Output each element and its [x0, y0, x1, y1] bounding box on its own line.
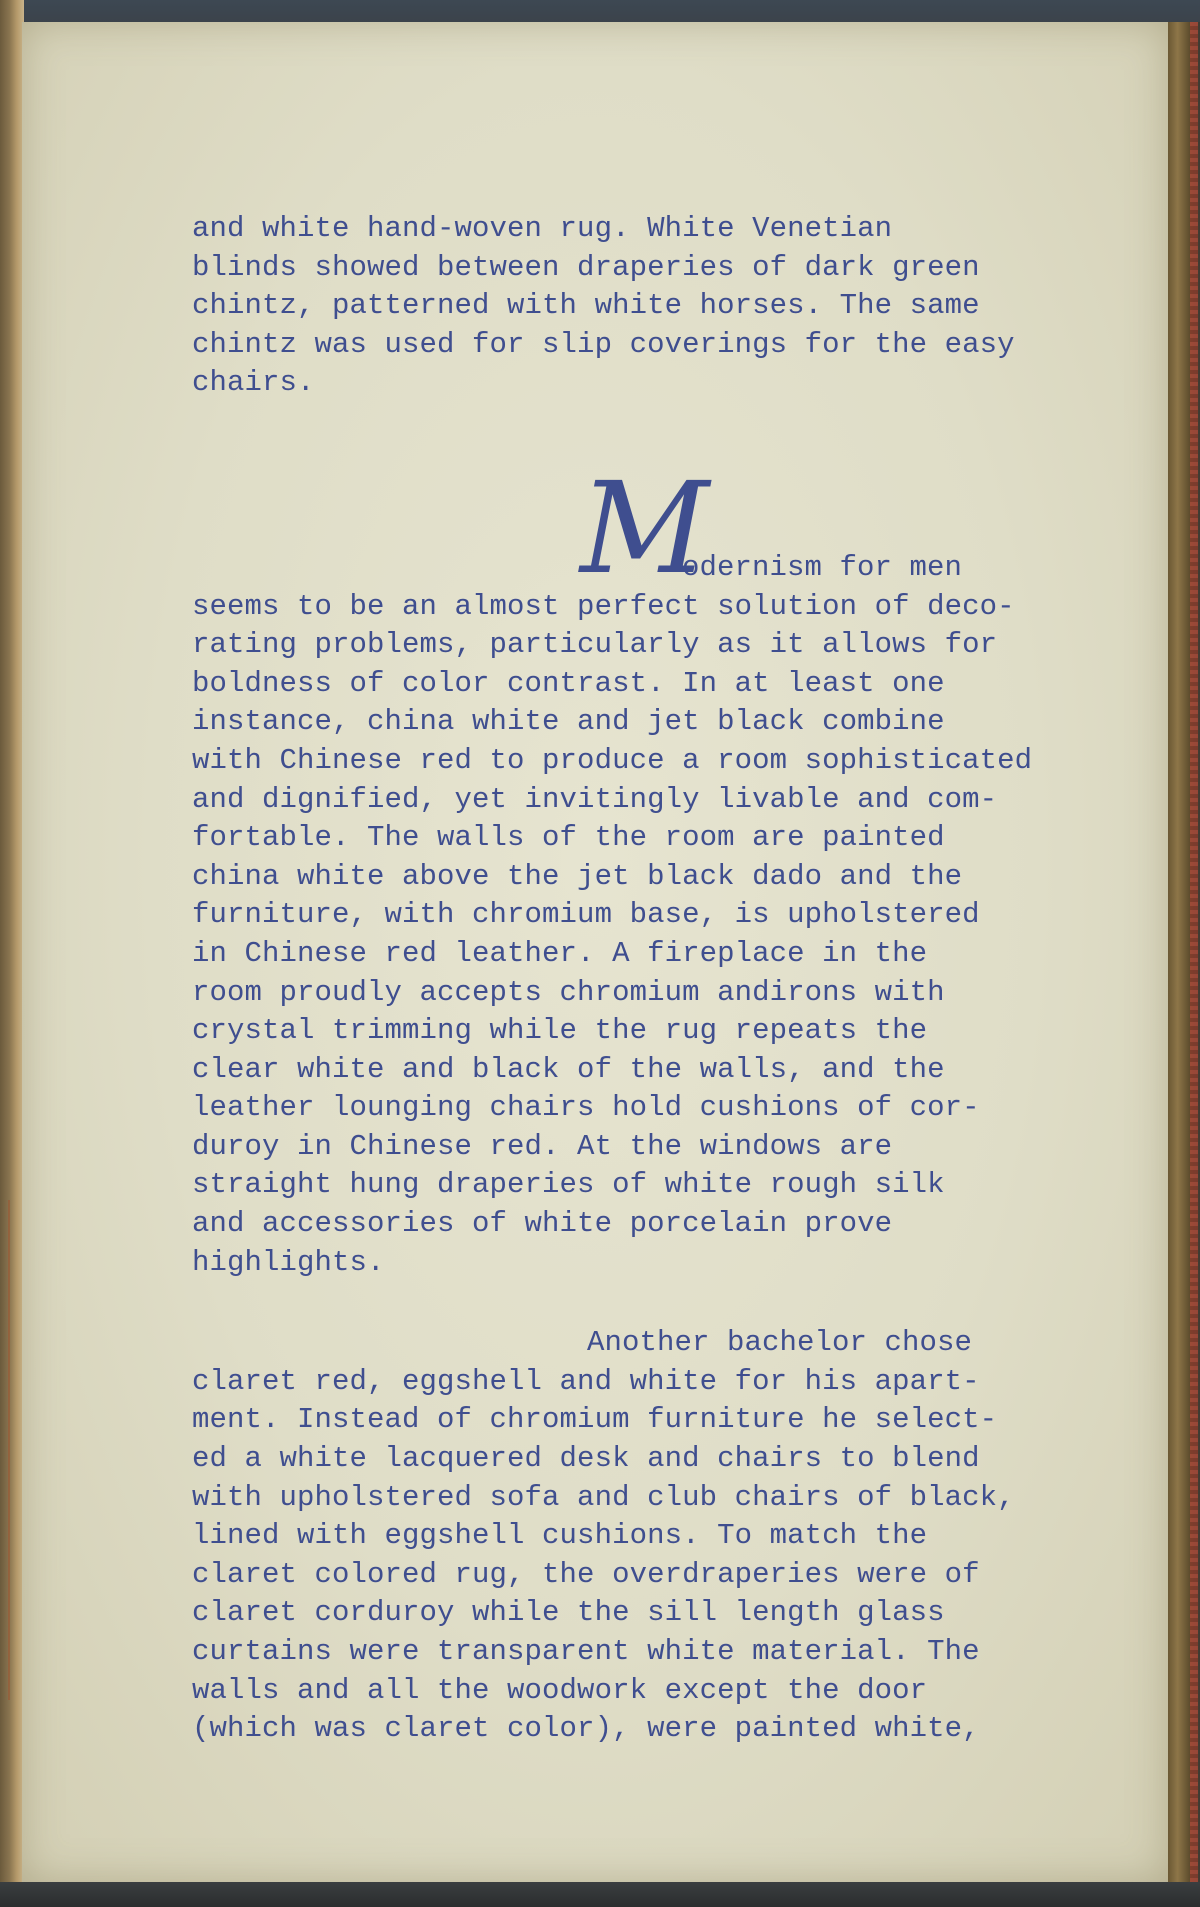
- text-line: ed a white lacquered desk and chairs to blend: [192, 1442, 980, 1476]
- text-line-with-dropcap: [192, 454, 1112, 602]
- paragraph-3: [192, 1324, 1112, 1749]
- text-line-indented: Another bachelor chose: [587, 1326, 973, 1360]
- text-line: (which was claret color), were painted white,: [192, 1712, 980, 1746]
- text-line: rating problems, particularly as it allows for: [192, 628, 998, 662]
- text-line: blinds showed between draperies of dark green: [192, 250, 980, 284]
- text-line: and white hand-woven rug. White Venetian: [192, 212, 893, 245]
- text-line: walls and all the woodwork except the door: [192, 1673, 928, 1707]
- dropcap-letter: M: [580, 454, 710, 602]
- text-line: highlights.: [192, 1245, 385, 1279]
- text-line: seems to be an almost perfect solution of deco-: [192, 589, 1015, 623]
- text-line: lined with eggshell cushions. To match the: [192, 1519, 928, 1553]
- book-bottom-edge: [0, 1882, 1200, 1907]
- text-line: ment. Instead of chromium furniture he select-: [192, 1403, 998, 1437]
- text-line: with Chinese red to produce a room sophisticated: [192, 743, 1033, 777]
- text-line: claret corduroy while the sill length glass: [192, 1596, 945, 1630]
- text-line: boldness of color contrast. In at least one: [192, 666, 945, 700]
- text-line: furniture, with chromium base, is upholstered: [192, 898, 980, 932]
- text-line: china white above the jet black dado and the: [192, 859, 963, 893]
- text-line: in Chinese red leather. A fireplace in the: [192, 936, 928, 970]
- paragraph-spacer: [192, 1282, 1112, 1324]
- text-line: chintz, patterned with white horses. The same: [192, 289, 980, 323]
- text-line: duroy in Chinese red. At the windows are: [192, 1129, 893, 1163]
- dropcap-line-text: odernism for men: [682, 550, 963, 584]
- text-line: and accessories of white porcelain prove: [192, 1207, 893, 1241]
- typed-text-body: [192, 210, 1112, 1749]
- text-line: fortable. The walls of the room are painted: [192, 821, 945, 855]
- text-line: with upholstered sofa and club chairs of black,: [192, 1480, 1015, 1514]
- paragraph-2: [192, 454, 1112, 1282]
- text-line: and dignified, yet invitingly livable and com-: [192, 782, 998, 816]
- book-spine-edge: [1168, 22, 1200, 1882]
- text-line: claret colored rug, the overdraperies were of: [192, 1557, 980, 1591]
- text-line: instance, china white and jet black combine: [192, 705, 945, 739]
- text-line: clear white and black of the walls, and the: [192, 1052, 945, 1086]
- text-line: crystal trimming while the rug repeats the: [192, 1014, 928, 1048]
- text-line: claret red, eggshell and white for his apart-: [192, 1364, 980, 1398]
- paragraph-1: [192, 210, 1112, 403]
- text-line: chintz was used for slip coverings for the easy: [192, 327, 1015, 361]
- text-line: leather lounging chairs hold cushions of cor-: [192, 1091, 980, 1125]
- book-left-edge: [0, 0, 24, 1907]
- text-line: chairs.: [192, 366, 315, 400]
- text-line: straight hung draperies of white rough silk: [192, 1168, 945, 1202]
- text-line: curtains were transparent white material. The: [192, 1635, 980, 1668]
- text-line: room proudly accepts chromium andirons with: [192, 975, 945, 1009]
